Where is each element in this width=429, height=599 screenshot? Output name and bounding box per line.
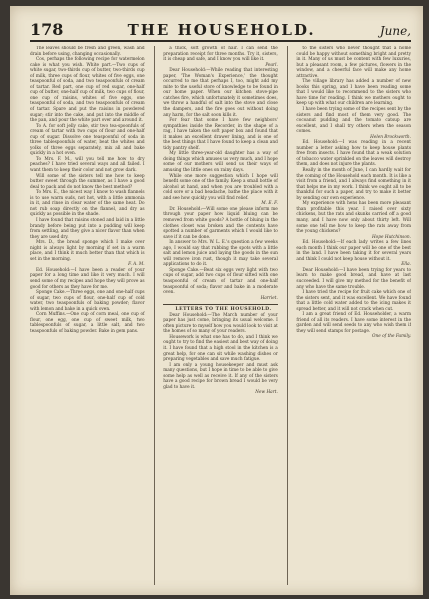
text-columns xyxy=(30,46,411,585)
paragraph: Housework is what one has to do, and I think we ought to try to find the easiest and best way of doing it. I have found that a high stool in the kitchen is a great help, for one can sit while washing dishes or preparing vegetables and save much fatigue. xyxy=(163,334,278,363)
paragraph: Dr. Household:—Will some one please inform me through your paper how liquid bluing can be removed from white goods? A bottle of bluing in the clothes closet was broken and the contents have spotted a number of garments which I would like to save if it can be done. xyxy=(163,206,278,240)
signature: Ella. xyxy=(401,262,412,268)
paragraph: Dear Household:—While reading that interesting paper, 'The Woman's Experience,' the thought occurred to me that perhaps I, too, might add my mite to the useful store of knowledge to be found in our home paper. When our kitchen stove-pipe catches fire, which unfortunately it sometimes does, we throw a handful of salt into the stove and close the dampers, and the fire goes out without doing any harm, for the salt soon kills it. xyxy=(163,68,278,118)
paragraph: Ed. Household:—If each lady writes a few lines each month I think our paper will be one of the best in the land. I have been taking it for several years and think I could not keep house without it. xyxy=(296,240,412,262)
paragraph: To Mrs. E., the nicest way I know to wash flannels is to use warm suds, not hot, with a little ammonia in it, and rinse in clear water of the same heat. Do not rub soap directly on the flannel, and dry as quickly as possible in the shade. xyxy=(30,190,145,218)
paragraph: Sponge Cake.—Beat six eggs very light with two cups of sugar, add two cups of flour sifted with one teaspoonful of cream of tartar and one-half teaspoonful of soda; flavor and bake in a moderate oven. xyxy=(163,267,278,296)
signature: Harriet. xyxy=(260,295,278,301)
running-title: THE HOUSEHOLD. xyxy=(127,21,316,39)
signature: Hope Hutchinson. xyxy=(371,234,412,240)
paragraph: Mrs. D., the bread sponge which I make over night is always light by morning if set in a warm place, and I think it much better than that which is set in the morning. xyxy=(30,240,145,262)
paragraph: a thick, soft growth of hair. I can send the preparation receipt for three months. Try it, sisters, it is cheap and safe, and I know you will like it. xyxy=(163,46,278,63)
paragraph: For fear that some I have few neighbors' sympathies inside the Recorder, in the shape of a rag, I have taken the soft paper box and found that it makes an excellent drawer lining, and is one of the best things that I have found to keep a clean and tidy pantry shelf. xyxy=(163,118,278,151)
signature: New Hart. xyxy=(255,390,278,396)
section-heading: LETTERS TO THE HOUSEHOLD. xyxy=(175,307,272,313)
page-number: 178 xyxy=(30,20,64,39)
paragraph: While one more suggestion which I hope will benefit some one of the family. Keep a small bottle of alcohol at hand, and when you are troubled with a cold sore or a bad headache, bathe the place with it and see how quickly you will find relief. xyxy=(163,173,278,201)
paragraph: I am only a young housekeeper and must ask many questions, but I hope in time to be able to give some help as well as receive it. If any of the sisters have a good recipe for brown bread I would be very glad to have it. xyxy=(163,362,278,390)
signature: Helen Brockworth. xyxy=(370,134,412,140)
paragraph: To Mrs. F. M., will you tell me how to dry peaches? I have tried several ways and all failed. I want them to keep their color and not grow dark. xyxy=(30,156,145,174)
paragraph: Ed. Household:—I was reading in a recent number a letter asking how to keep house plants free from insects. I have found that a weak solution of tobacco water sprinkled on the leaves will destroy them, and does not injure the plants. xyxy=(296,140,412,168)
signature: Pearl. xyxy=(265,62,278,68)
column-left xyxy=(30,46,145,585)
paragraph: The leaves should be fresh and green, wash and drain before using, changing occasionally. xyxy=(30,46,145,57)
paragraph: I have tried the recipe for fruit cake which one of the sisters sent, and it was excellent. We have found that a little cold water added to the icing makes it spread better, and it will not crack when cut. xyxy=(296,290,412,312)
paragraph: My experience with hens has been more pleasant than profitable this year. I raised over sixty chickens, but the rats and skunks carried off a good many, and I have now only about thirty left. Will some one tell me how to keep the rats away from the young chickens? xyxy=(296,201,412,235)
paragraph: I am a great friend of Ed. Householder, a warm friend of all its readers. I have some interest in the garden and will send seeds to any who wish them if they will send stamps for postage. xyxy=(296,312,412,334)
column-divider xyxy=(154,46,155,585)
signature: M. E. F. xyxy=(261,201,278,207)
paragraph: Ed. Household:—I have been a reader of your paper for a long time and like it very much. I will send some of my recipes and hope they will prove as good for others as they have for me. xyxy=(30,267,145,290)
page-header xyxy=(30,18,411,42)
section-rule xyxy=(163,304,278,305)
column-divider xyxy=(287,46,288,585)
paragraph: In answer to Mrs. W. L. E.'s question a few weeks ago, I would say that rubbing the spots with a little salt and lemon juice and laying the goods in the sun will remove iron rust, though it may take several applications to do it. xyxy=(163,240,278,268)
issue-month: June, xyxy=(379,24,411,38)
paragraph: Dear Household:—I have been trying for years to learn to make good bread, and have at last succeeded. I will give my method for the benefit of any who have the same trouble. xyxy=(296,267,412,290)
paragraph: I have found that raisins stoned and laid in a little brandy before being put into a pudding will keep from settling, and they give a nicer flavor than when they are used dry. xyxy=(30,217,145,240)
paragraph: My little three-year-old daughter has a way of doing things which amuses us very much, and I hope some of our mothers will send us their ways of amusing the little ones on rainy days. xyxy=(163,151,278,174)
newspaper-page xyxy=(10,6,423,595)
paragraph: Dear Household:—The March number of your paper has just come, bringing its usual welcome. I often picture to myself how you would look to visit at the homes of so many of your readers. xyxy=(163,312,278,335)
paragraph: Corn Muffins.—One cup of corn meal, one cup of flour, one egg, one cup of sweet milk, two tablespoonfuls of sugar, a little salt, and two teaspoonfuls of baking powder. Bake in gem pans. xyxy=(30,312,145,334)
column-middle xyxy=(163,46,278,585)
column-right xyxy=(296,46,411,585)
paragraph: The village library has added a number of new books this spring, and I have been reading some that I would like to recommend to the sisters who have time for reading. I think we mothers ought to keep up with what our children are learning. xyxy=(296,79,412,107)
paragraph: To A. for soft jelly cake, stir two tea-spoonfuls of cream of tartar with two cups of flour and one-half cup of sugar. Dissolve one teaspoonful of soda in three tablespoonfuls of water, beat the whites and yolks of three eggs separately, mix all and bake quickly in a hot oven. xyxy=(30,123,145,157)
paragraph: I have been trying some of the recipes sent by the sisters and find most of them very good. The cocoanut pudding and the tomato catsup are excellent, and I shall try others when the season comes. xyxy=(296,107,412,135)
paragraph: Sponge Cake.—Three eggs, one and one-half cups of sugar, two cups of flour, one-half cup of cold water, two teaspoonfuls of baking powder; flavor with lemon and bake in a quick oven. xyxy=(30,290,145,312)
signature: F. A. M. xyxy=(128,262,145,268)
paragraph: Really in the month of June, I can hardly wait for the coming of the Household each month. It is like a visit from a friend, and I always find something in it that helps me in my work. I think we ought all to be thankful for such a paper, and try to make it better by sending our own experience. xyxy=(296,168,412,201)
signature: One of the Family. xyxy=(372,334,412,340)
paragraph: to the sisters who never thought that a home could be happy without something bright and pretty in it. Many of us must be content with few luxuries, but a pleasant room, a few pictures, flowers in the window, and a cheerful face will make any home attractive. xyxy=(296,46,412,79)
paragraph: Cos, perhaps the following recipe for watermelon cake is what you wish. White part.—Two cups of white sugar, two-thirds cup of butter, two-thirds cup of milk, three cups of flour, whites of five eggs, one teaspoonful of soda, and two teaspoonfuls of cream of tartar. Red part, one cup of red sugar, one-half cup of butter, one-half cup of milk, two cups of flour, one cup of raisins, whites of five eggs, one teaspoonful of soda, and two teaspoonfuls of cream of tartar. Spare and put the raisins in powdered sugar; stir into the cake, and put into the middle of the pan, and pour the white part over and around it. xyxy=(30,57,145,124)
paragraph: Will some of the sisters tell me how to keep butter sweet through the summer, as I have a good deal to pack and do not know the best method? xyxy=(30,173,145,190)
